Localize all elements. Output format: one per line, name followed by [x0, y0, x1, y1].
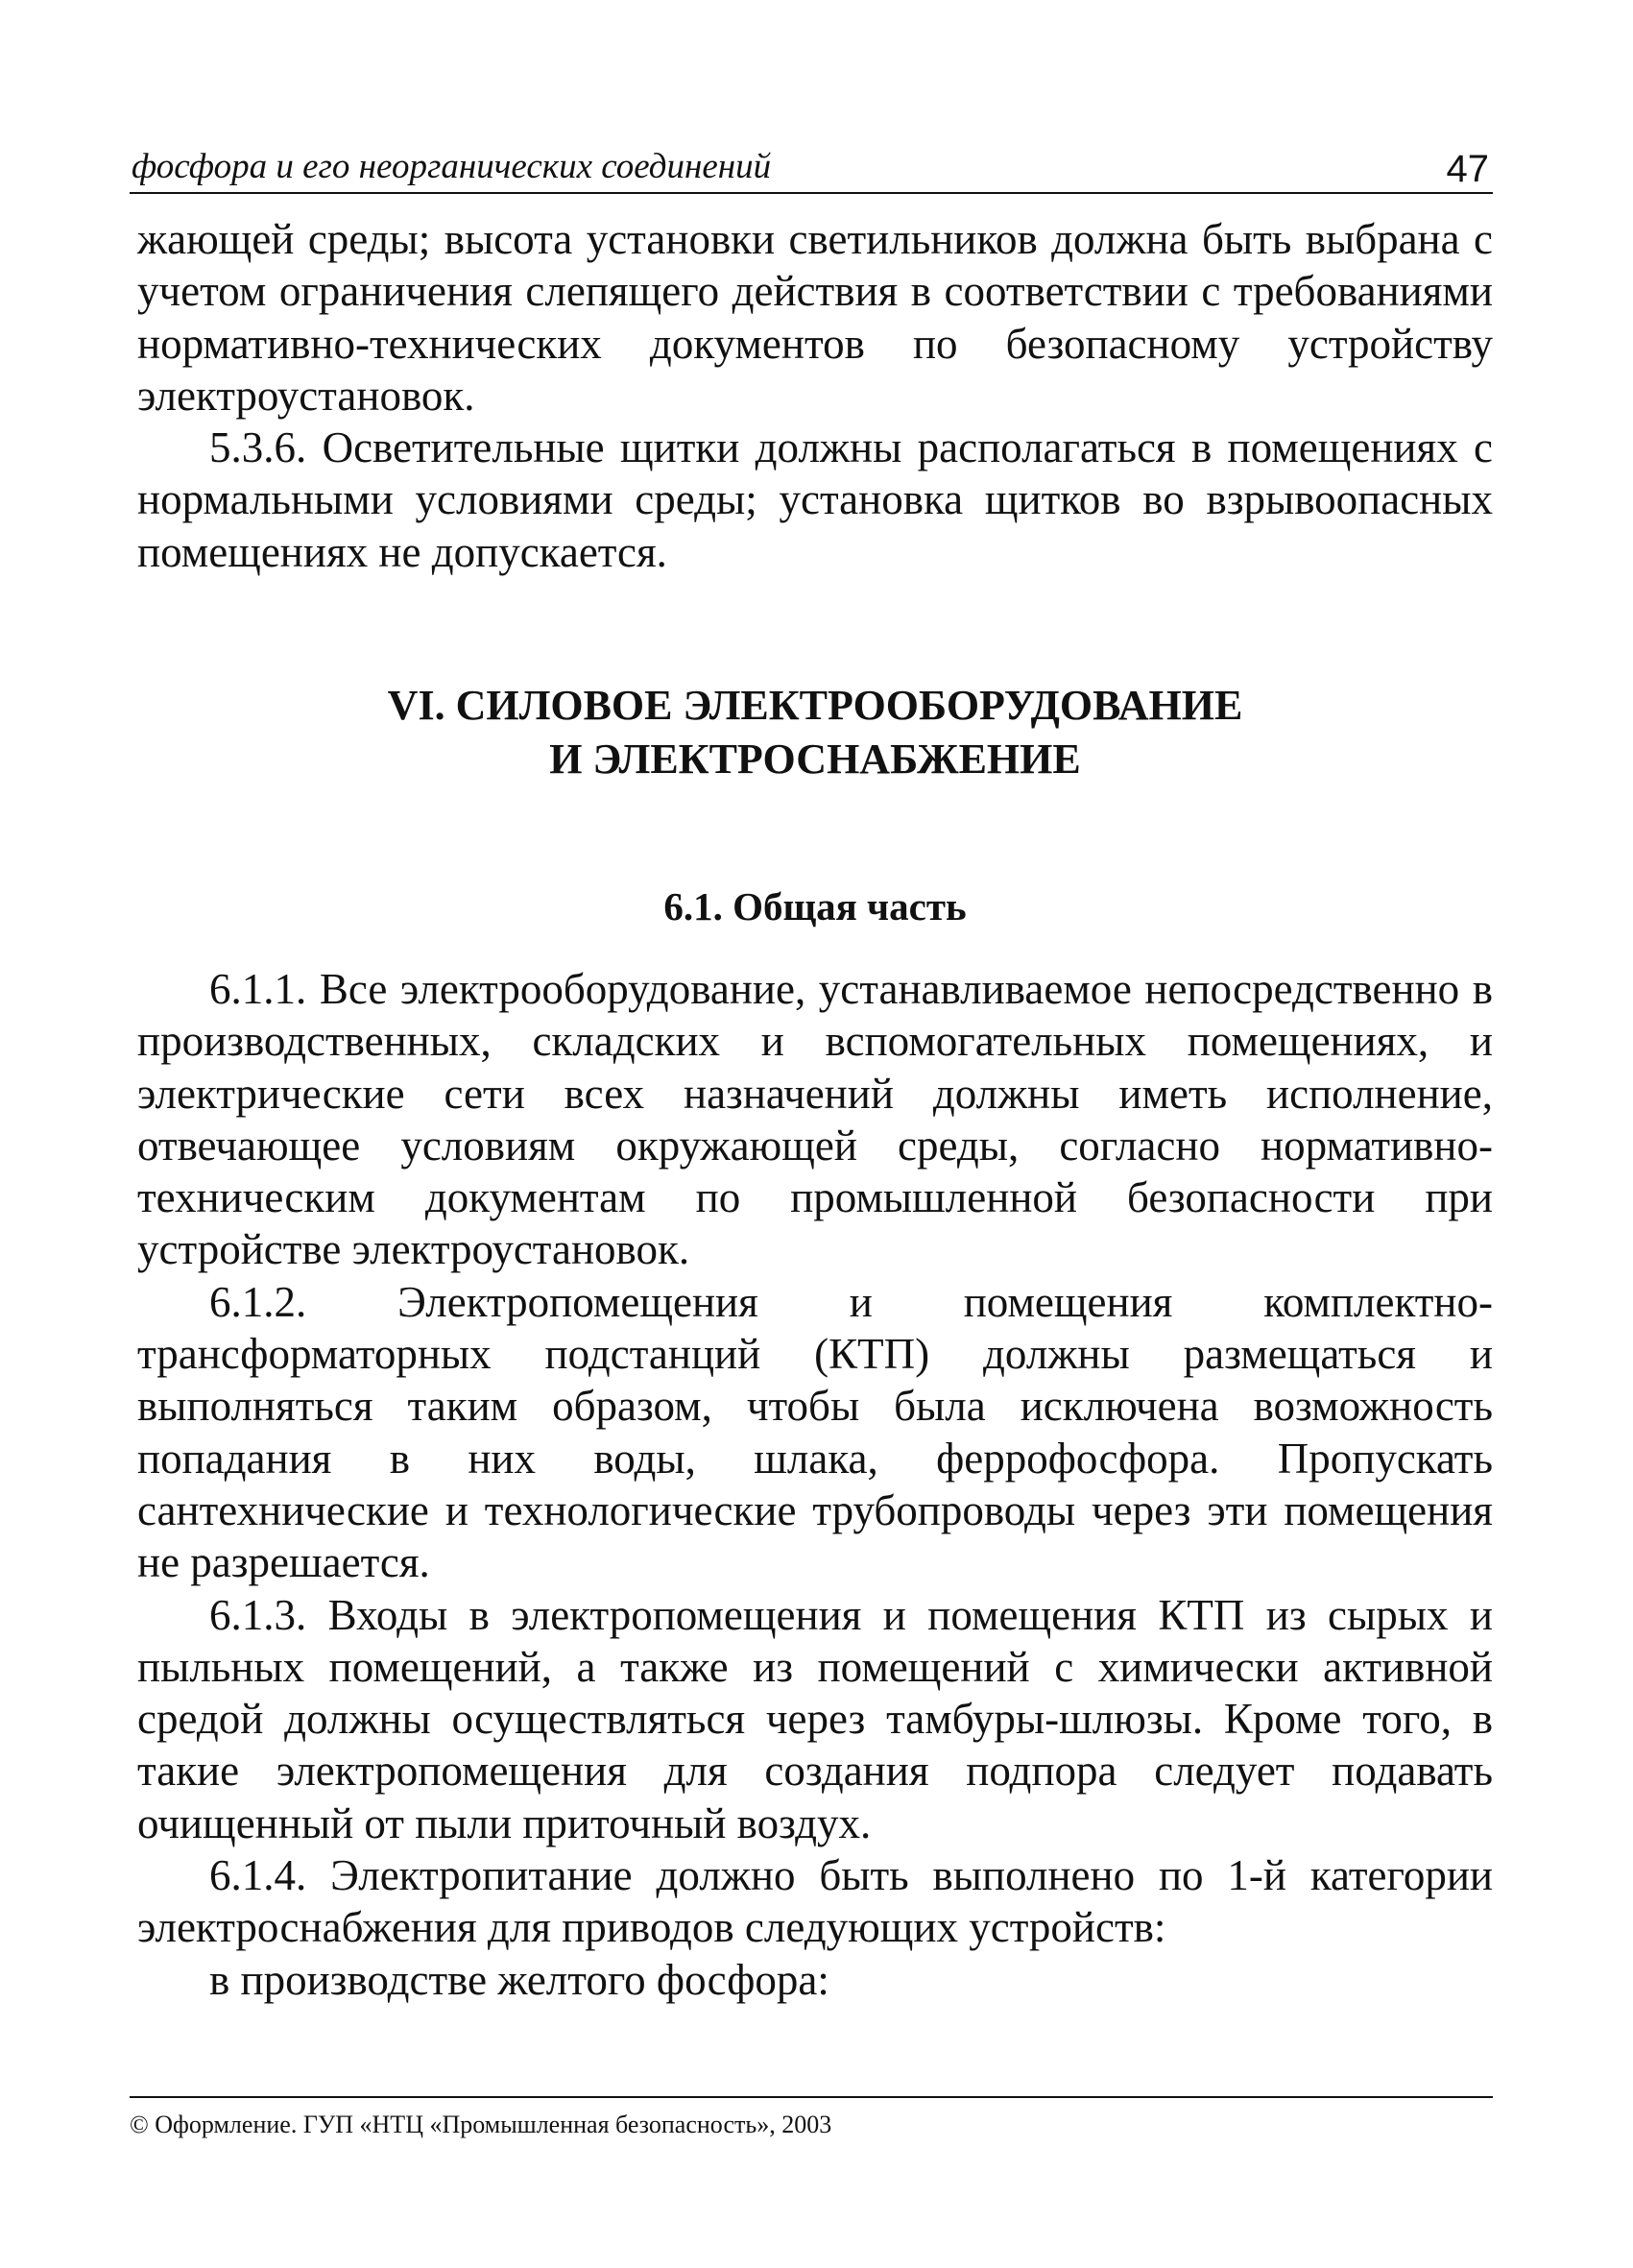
paragraph-continuation: жающей среды; высота установки светильников должна быть выбрана с учетом ограничения слепящего действия в соответствии с требованиями нормативно-технических документов по безопасному устройству электроустановок. [137, 215, 1493, 420]
paragraph-6-1-1: 6.1.1. Все электрооборудование, устанавливаемое непосредственно в производственных, складских и вспомогательных помещениях, и электрические сети всех назначений должны иметь исполнение, отвечающее условиям окружающей среды, согласно нормативно-техническим документам по промышленной безопасности при устройстве электроустановок. [137, 965, 1493, 1274]
section-heading: 6.1. Общая часть [663, 884, 967, 929]
paragraph-6-1-4: 6.1.4. Электропитание должно быть выполнено по 1-й категории электроснабжения для приводов следующих устройств: [137, 1851, 1493, 1952]
paragraph-5-3-6: 5.3.6. Осветительные щитки должны располагаться в помещениях с нормальными условиями среды; установка щитков во взрывоопасных помещениях не допускается. [137, 423, 1493, 576]
chapter-title-line-2: И ЭЛЕКТРОСНАБЖЕНИЕ [549, 736, 1081, 783]
running-title: фосфора и его неорганических соединений [132, 147, 772, 186]
paragraph-6-1-2: 6.1.2. Электропомещения и помещения комплектно-трансформаторных подстанций (КТП) должны размещаться и выполняться таким образом, чтобы была исключена возможность попадания в них воды, шлака, феррофосфора. Пропускать сантехнические и технологические трубопроводы через эти помещения не разрешается. [137, 1277, 1493, 1587]
copyright-notice: © Оформление. ГУП «НТЦ «Промышленная безопасность», 2003 [130, 2111, 832, 2138]
page-number: 47 [1446, 148, 1489, 190]
page-footer [130, 2096, 1493, 2140]
section-text-block [137, 963, 1493, 2006]
chapter-title-line-1: VI. СИЛОВОЕ ЭЛЕКТРООБОРУДОВАНИЕ [387, 682, 1243, 729]
paragraph-6-1-4-sub: в производстве желтого фосфора: [209, 1955, 829, 2004]
running-header [130, 142, 1493, 194]
paragraph-6-1-3: 6.1.3. Входы в электропомещения и помещения КТП из сырых и пыльных помещений, а также из помещений с химически активной средой должны осуществляться через тамбуры-шлюзы. Кроме того, в такие электропомещения для создания подпора следует подавать очищенный от пыли приточный воздух. [137, 1590, 1493, 1847]
chapter-heading [137, 679, 1493, 786]
intro-text-block [137, 213, 1493, 578]
